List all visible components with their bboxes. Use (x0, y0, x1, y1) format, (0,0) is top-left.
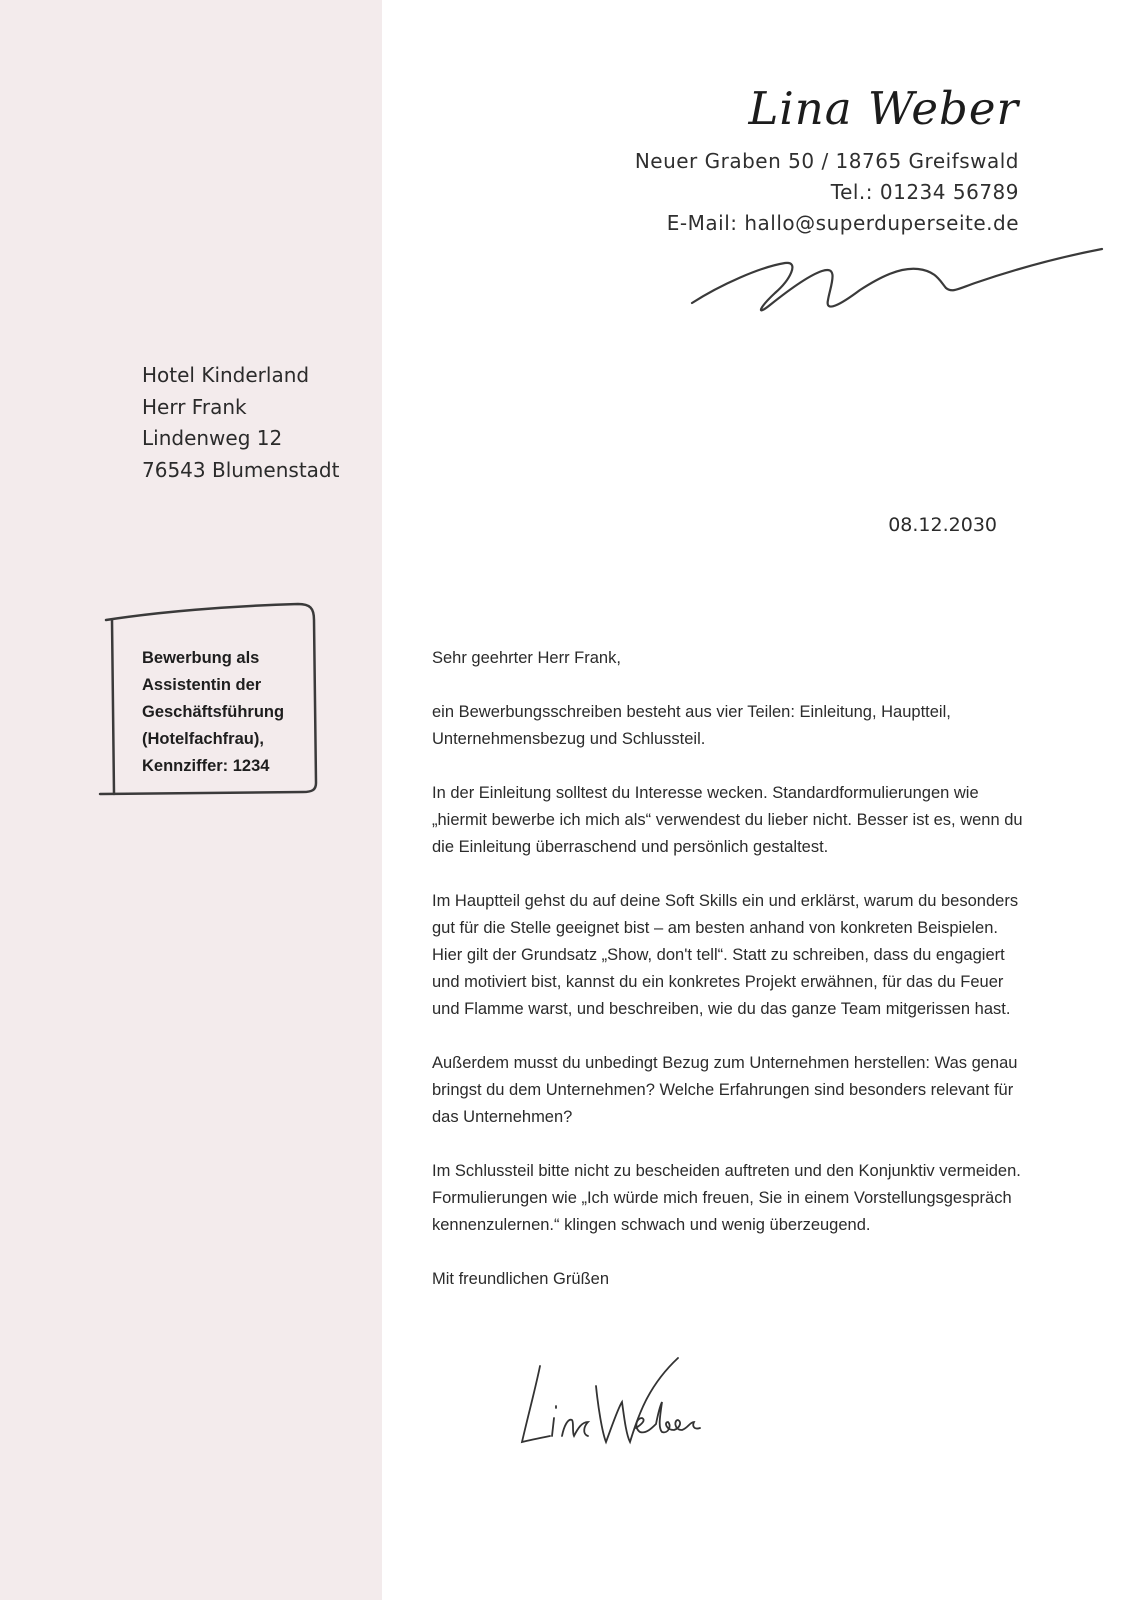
letter-body (432, 645, 1032, 1320)
recipient-company: Hotel Kinderland (142, 363, 310, 387)
handwritten-signature (518, 1356, 718, 1456)
paragraph-einleitung: In der Einleitung solltest du Interesse wecken. Standardformulierungen wie „hiermit bewerbe ich mich als“ verwendest du lieber nicht. Besser ist es, wenn du die Einleitung überraschend und persönlich gestaltest. (432, 784, 1023, 856)
sender-address: Neuer Graben 50 / 18765 Greifswald (634, 149, 1019, 173)
paragraph-intro: ein Bewerbungsschreiben besteht aus vier Teilen: Einleitung, Hauptteil, Unternehmensbezug und Schlussteil. (432, 703, 951, 748)
paragraph-schlussteil: Im Schlussteil bitte nicht zu bescheiden auftreten und den Konjunktiv vermeiden. Formulierungen wie „Ich würde mich freuen, Sie in einem Vorstellungsgespräch kennenzulernen.“ klingen schwach und wenig überzeugend. (432, 1162, 1021, 1234)
sender-phone: Tel.: 01234 56789 (830, 180, 1019, 204)
sender-name: Lina Weber (748, 82, 1019, 135)
letter-date: 08.12.2030 (888, 514, 997, 536)
recipient-city: 76543 Blumenstadt (142, 457, 340, 482)
salutation: Sehr geehrter Herr Frank, (432, 649, 621, 667)
sender-contact (635, 146, 1019, 239)
recipient-address (142, 360, 339, 486)
recipient-contact: Herr Frank (142, 394, 247, 419)
sender-email: E-Mail: hallo@superduperseite.de (666, 211, 1019, 235)
closing: Mit freundlichen Grüßen (432, 1270, 609, 1288)
subject-line: Bewerbung als Assistentin der Geschäftsführung (Hotelfachfrau), Kennziffer: 1234 (142, 649, 285, 775)
decorative-scribble (690, 245, 1110, 315)
paragraph-hauptteil: Im Hauptteil gehst du auf deine Soft Skills ein und erklärst, warum du besonders gut für die Stelle geeignet bist – am besten anhand von konkreten Beispielen. Hier gilt der Grundsatz „Show, don't tell“. Statt zu schreiben, dass du engagiert und motiviert bist, kannst du ein konkretes Projekt erwähnen, für das du Feuer und Flamme warst, und beschreiben, wie du das ganze Team mitgerissen hast. (432, 892, 1019, 1018)
recipient-street: Lindenweg 12 (142, 426, 283, 450)
paragraph-unternehmensbezug: Außerdem musst du unbedingt Bezug zum Unternehmen herstellen: Was genau bringst du dem Unternehmen? Welche Erfahrungen sind besonders relevant für das Unternehmen? (432, 1054, 1018, 1126)
